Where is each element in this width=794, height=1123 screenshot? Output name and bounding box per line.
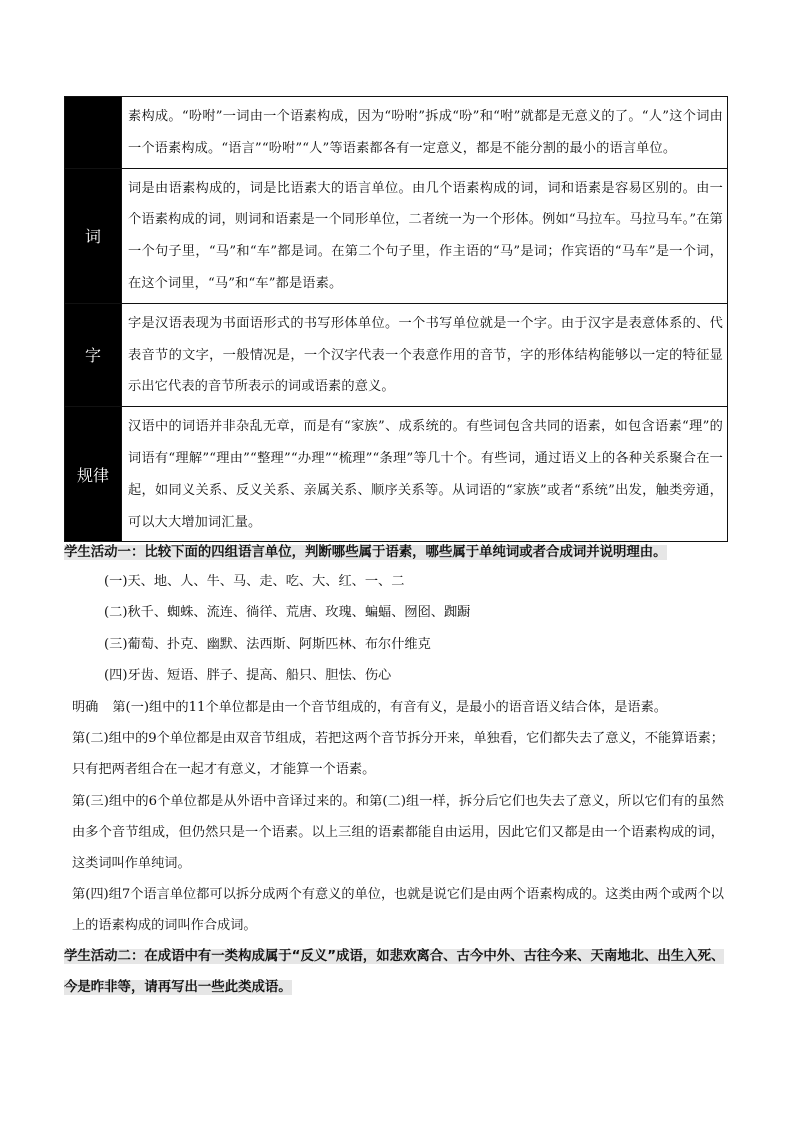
activity-two-prompt xyxy=(64,941,728,1003)
table-row xyxy=(65,168,728,303)
word-group-1: (一)天、地、人、牛、马、走、吃、大、红、一、二 xyxy=(104,574,405,589)
activity-one-text: 学生活动一：比较下面的四组语言单位，判断哪些属于语素，哪些属于单纯词或者合成词并说明理由。 xyxy=(64,545,667,560)
concept-table xyxy=(64,96,728,542)
row-label-zi: 字 xyxy=(65,303,122,406)
answer-tag: 明确 xyxy=(72,700,99,715)
row-text: 素构成。“吩咐”一词由一个语素构成，因为“吩咐”拆成“吩”和“咐”就都是无意义的了。“人”这个词由一个语素构成。“语言”“吩咐”“人”等语素都各有一定意义，都是不能分割的最小的语言单位。 xyxy=(122,97,728,169)
row-label-ci: 词 xyxy=(65,168,122,303)
table-row xyxy=(65,97,728,169)
answer-paragraph-4: 第(四)组7个语言单位都可以拆分成两个有意义的单位，也就是说它们是由两个语素构成的。这类由两个或两个以上的语素构成的词叫作合成词。 xyxy=(72,887,724,934)
word-group-3: (三)葡萄、扑克、幽默、法西斯、阿斯匹林、布尔什维克 xyxy=(104,636,431,652)
row-label-guilv: 规律 xyxy=(65,407,122,542)
word-group-4: (四)牙齿、短语、胖子、提高、船只、胆怯、伤心 xyxy=(104,667,392,683)
word-groups xyxy=(104,566,724,691)
row-label xyxy=(65,97,122,169)
row-text: 汉语中的词语并非杂乱无章，而是有“家族”、成系统的。有些词包含共同的语素，如包含语素“理”的词语有“理解”“理由”“整理”“办理”“梳理”“条理”等几十个。有些词，通过语义上的各种关系聚合在一起，如同义关系、反义关系、亲属关系、顺序关系等。从词语的“家族”或者“系统”出发，触类旁通，可以大大增加词汇量。 xyxy=(122,407,728,542)
word-group-2: (二)秋千、蜘蛛、流连、徜徉、荒唐、玫瑰、蝙蝠、囫囵、踟蹰 xyxy=(104,605,471,621)
row-text: 词是由语素构成的，词是比语素大的语言单位。由几个语素构成的词，词和语素是容易区别的。由一个语素构成的词，则词和语素是一个同形单位，二者统一为一个形体。例如“马拉车。马拉马车。”在第一个句子里，“马”和“车”都是词。在第二个句子里，作主语的“马”是词；作宾语的“马车”是一个词，在这个词里，“马”和“车”都是语素。 xyxy=(122,168,728,303)
answer-text-1: 第(一)组中的11个单位都是由一个音节组成的，有音有义，是最小的语音语义结合体，是语素。 xyxy=(112,700,667,715)
activity-two-text: 学生活动二：在成语中有一类构成属于“反义”成语，如悲欢离合、古今中外、古往今来、天南地北、出生入死、今是昨非等，请再写出一些此类成语。 xyxy=(64,949,725,995)
table-row xyxy=(65,303,728,406)
answer-section xyxy=(72,692,724,942)
answer-paragraph-1 xyxy=(72,692,724,723)
row-text: 字是汉语表现为书面语形式的书写形体单位。一个书写单位就是一个字。由于汉字是表意体系的、代表音节的文字，一般情况是，一个汉字代表一个表意作用的音节，字的形体结构能够以一定的特征显示出它代表的音节所表示的词或语素的意义。 xyxy=(122,303,728,406)
answer-paragraph-3: 第(三)组中的6个单位都是从外语中音译过来的。和第(二)组一样，拆分后它们也失去了意义，所以它们有的虽然由多个音节组成，但仍然只是一个语素。以上三组的语素都能自由运用，因此它们又都是由一个语素构成的词，这类词叫作单纯词。 xyxy=(72,793,724,872)
activity-one-prompt xyxy=(64,537,728,568)
answer-paragraph-2: 第(二)组中的9个单位都是由双音节组成，若把这两个音节拆分开来，单独看，它们都失去了意义，不能算语素；只有把两者组合在一起才有意义，才能算一个语素。 xyxy=(72,731,724,778)
table-row xyxy=(65,407,728,542)
